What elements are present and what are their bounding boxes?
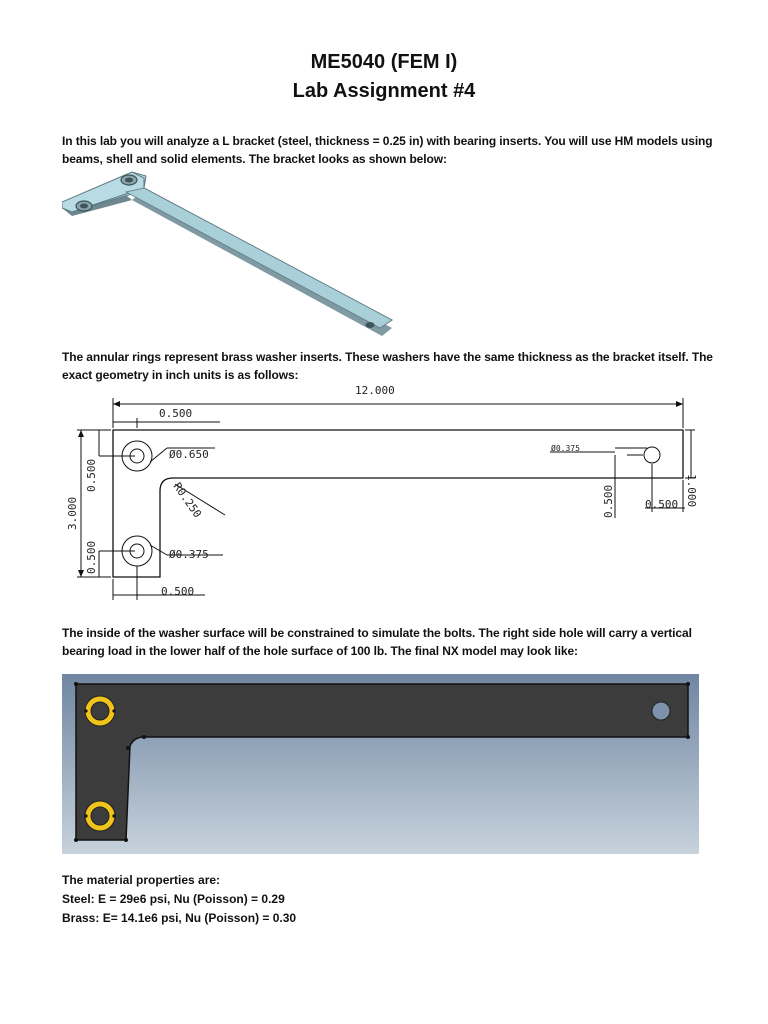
page-title: ME5040 (FEM I): [310, 51, 458, 73]
hole-right: [366, 322, 375, 328]
steel-properties: Steel: E = 29e6 psi, Nu (Poisson) = 0.29: [62, 892, 285, 906]
material-properties: [62, 871, 296, 928]
dim-right-vert: 0.500: [602, 484, 615, 518]
dimensioned-drawing: [55, 380, 705, 605]
washer-top-hole: [91, 702, 109, 720]
washer-bottom-hole: [91, 807, 109, 825]
hole-top: [125, 178, 133, 183]
right-hole: [644, 447, 660, 463]
washer-paragraph: The annular rings represent brass washer inserts. These washers have the same thickness as the bracket itself. The exact geometry in inch units is as follows:: [62, 350, 713, 382]
dim-small-hole: Ø0.375: [169, 548, 209, 561]
assignment-title: Lab Assignment #4: [292, 80, 476, 102]
dim-overall-length: 12.000: [355, 384, 395, 397]
dim-bottom-offset: 0.500: [161, 585, 195, 598]
dim-top-offset: 0.500: [159, 407, 193, 420]
dim-right-hole: Ø0.375: [551, 444, 580, 453]
dim-vert-upper: 0.500: [85, 458, 98, 492]
dim-right-height: 1.000: [685, 474, 698, 508]
hole-left: [80, 204, 88, 209]
right-hole-model: [652, 702, 670, 720]
dim-fillet-radius: R0.250: [170, 480, 204, 521]
constraint-paragraph: The inside of the washer surface will be constrained to simulate the bolts. The right side hole will carry a vertical bearing load in the lower half of the hole surface of 100 lb. The final NX model may look like:: [62, 626, 692, 658]
nx-model-render: [62, 674, 699, 854]
brass-properties: Brass: E= 14.1e6 psi, Nu (Poisson) = 0.30: [62, 911, 297, 925]
dim-vert-lower: 0.500: [85, 540, 98, 574]
bracket-3d-render: [62, 168, 402, 343]
dim-right-horiz: 0.500: [645, 498, 679, 511]
dim-height: 3.000: [66, 496, 79, 530]
intro-paragraph: In this lab you will analyze a L bracket (steel, thickness = 0.25 in) with bearing inserts. You will use HM models using beams, shell and solid elements. The bracket looks as shown below:: [62, 134, 713, 166]
materials-heading: The material properties are:: [62, 873, 221, 887]
dim-large-hole: Ø0.650: [169, 448, 209, 461]
